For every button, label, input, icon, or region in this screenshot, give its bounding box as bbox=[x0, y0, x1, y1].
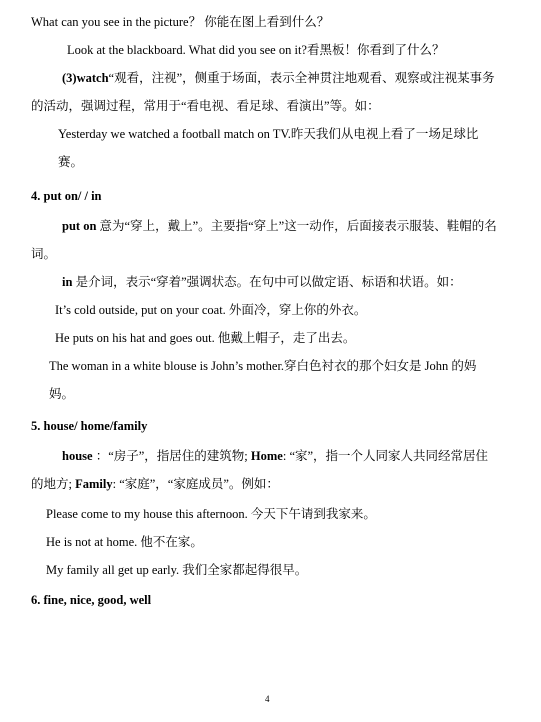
text-line bbox=[31, 476, 279, 492]
text-line: It’s cold outside, put on your coat. 外面冷，穿上你的外衣。 bbox=[55, 303, 367, 317]
text-line: Yesterday we watched a football match on TV.昨天我们从电视上看了一场足球比 bbox=[58, 127, 479, 141]
text-line bbox=[62, 274, 462, 290]
text-line: 的活动，强调过程，常用于“看电视、看足球、看演出”等。如： bbox=[31, 99, 380, 113]
text-line: He is not at home. 他不在家。 bbox=[46, 535, 203, 549]
text-span: ：“房子”，指居住的建筑物; bbox=[92, 449, 251, 463]
text-span: 的地方; bbox=[31, 477, 76, 491]
text-line: 赛。 bbox=[58, 155, 84, 169]
text-span: 意为“穿上，戴上”。主要指“穿上”这一动作，后面接表示服装、鞋帽的名 bbox=[96, 219, 497, 233]
bold-term: house bbox=[62, 449, 93, 463]
section-heading: 6. fine, nice, good, well bbox=[31, 593, 152, 607]
text-line bbox=[62, 448, 488, 464]
text-line bbox=[62, 70, 495, 86]
bold-term: in bbox=[62, 275, 73, 289]
text-line: 妈。 bbox=[49, 387, 75, 401]
text-line: Please come to my house this afternoon. 今天下午请到我家来。 bbox=[46, 507, 376, 521]
text-line: What can you see in the picture？ 你能在图上看到什么？ bbox=[31, 15, 330, 29]
bold-term: Family bbox=[75, 477, 113, 491]
text-span: : “家庭”，“家庭成员”。例如： bbox=[112, 477, 279, 491]
text-line: 词。 bbox=[31, 247, 57, 261]
text-line bbox=[62, 218, 497, 234]
text-span: : “家”，指一个人同家人共同经常居住 bbox=[282, 449, 489, 463]
bold-term: (3)watch bbox=[62, 71, 109, 85]
text-line: He puts on his hat and goes out. 他戴上帽子，走了出去。 bbox=[55, 331, 356, 345]
section-heading: 4. put on/ / in bbox=[31, 189, 102, 203]
bold-term: Home bbox=[250, 449, 283, 463]
text-line: Look at the blackboard. What did you see on it?看黑板！你看到了什么？ bbox=[67, 43, 445, 57]
bold-term: put on bbox=[62, 219, 97, 233]
text-span: “观看，注视”，侧重于场面，表示全神贯注地观看、观察或注视某事务 bbox=[108, 71, 495, 85]
page-number: 4 bbox=[265, 694, 270, 704]
text-line: The woman in a white blouse is John’s mother.穿白色衬衣的那个妇女是 John 的妈 bbox=[49, 359, 477, 373]
text-line: My family all get up early. 我们全家都起得很早。 bbox=[46, 563, 308, 577]
text-span: 是介词，表示“穿着”强调状态。在句中可以做定语、标语和状语。如： bbox=[72, 275, 462, 289]
section-heading: 5. house/ home/family bbox=[31, 419, 148, 433]
